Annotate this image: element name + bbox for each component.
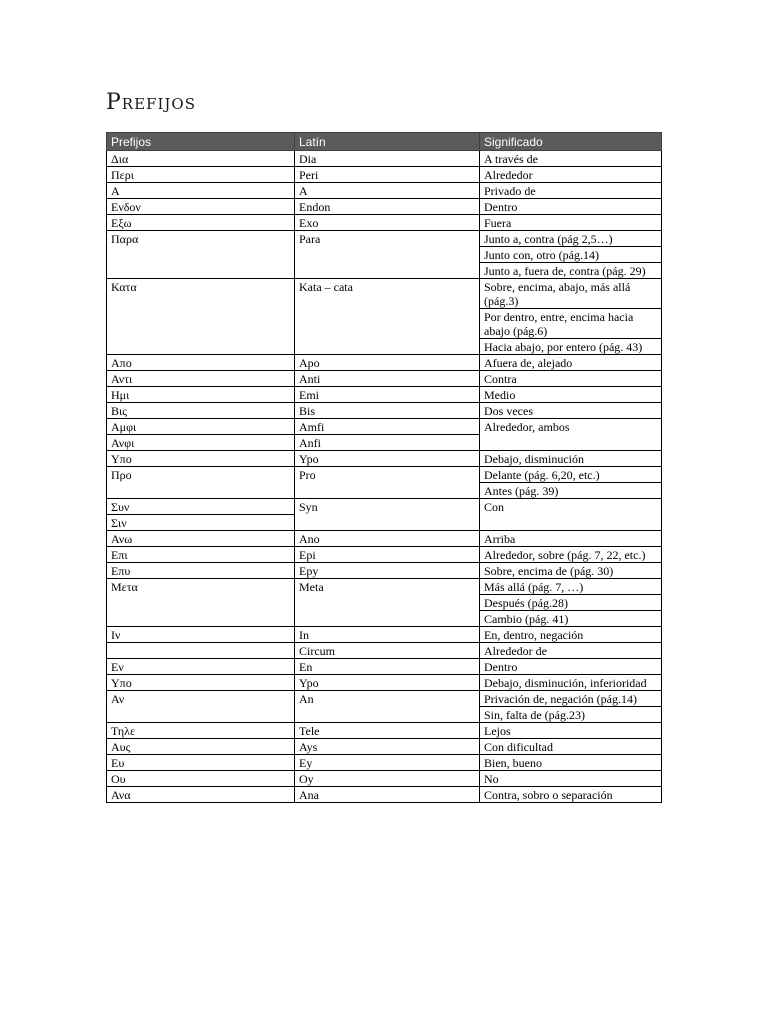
cell-latin: Ey (295, 755, 480, 771)
header-prefijos: Prefijos (107, 133, 295, 151)
cell-latin: A (295, 183, 480, 199)
cell-latin: Pro (295, 467, 480, 499)
cell-prefix: Αντι (107, 371, 295, 387)
cell-latin: Ano (295, 531, 480, 547)
table-row (107, 167, 662, 183)
cell-prefix (107, 643, 295, 659)
cell-meaning: Cambio (pág. 41) (480, 611, 662, 627)
cell-prefix: Περι (107, 167, 295, 183)
cell-latin: Anti (295, 371, 480, 387)
cell-prefix: Εν (107, 659, 295, 675)
cell-latin: Anfi (295, 435, 480, 451)
cell-meaning: Dentro (480, 199, 662, 215)
cell-prefix: Υπο (107, 675, 295, 691)
table-row (107, 387, 662, 403)
table-row (107, 215, 662, 231)
cell-prefix: Αυς (107, 739, 295, 755)
cell-latin: Ypo (295, 451, 480, 467)
table-row (107, 563, 662, 579)
cell-latin: Emi (295, 387, 480, 403)
cell-prefix: Απο (107, 355, 295, 371)
cell-prefix: Βις (107, 403, 295, 419)
cell-prefix: Ενδον (107, 199, 295, 215)
cell-latin: Kata – cata (295, 279, 480, 355)
cell-latin: Amfi (295, 419, 480, 435)
table-row (107, 231, 662, 247)
cell-latin: Meta (295, 579, 480, 627)
cell-latin: Bis (295, 403, 480, 419)
cell-latin: Ana (295, 787, 480, 803)
table-row (107, 183, 662, 199)
cell-meaning: Bien, bueno (480, 755, 662, 771)
table-row (107, 659, 662, 675)
cell-meaning: Junto con, otro (pág.14) (480, 247, 662, 263)
cell-latin: Epi (295, 547, 480, 563)
cell-meaning: En, dentro, negación (480, 627, 662, 643)
table-row (107, 739, 662, 755)
table-row (107, 199, 662, 215)
table-row (107, 755, 662, 771)
cell-meaning: Dos veces (480, 403, 662, 419)
cell-prefix: Παρα (107, 231, 295, 279)
cell-meaning: Contra (480, 371, 662, 387)
table-row (107, 467, 662, 483)
cell-latin: Ypo (295, 675, 480, 691)
cell-prefix: Επι (107, 547, 295, 563)
table-row (107, 643, 662, 659)
cell-meaning: Debajo, disminución, inferioridad (480, 675, 662, 691)
cell-prefix: Ανφι (107, 435, 295, 451)
cell-latin: Tele (295, 723, 480, 739)
table-row (107, 771, 662, 787)
cell-meaning: Lejos (480, 723, 662, 739)
cell-prefix: Ανα (107, 787, 295, 803)
cell-latin: Endon (295, 199, 480, 215)
cell-prefix: Συν (107, 499, 295, 515)
table-row (107, 723, 662, 739)
cell-meaning: Contra, sobro o separación (480, 787, 662, 803)
table-row (107, 419, 662, 435)
cell-meaning: Hacia abajo, por entero (pág. 43) (480, 339, 662, 355)
cell-meaning: Después (pág.28) (480, 595, 662, 611)
cell-meaning: Dentro (480, 659, 662, 675)
table-row (107, 403, 662, 419)
cell-prefix: Μετα (107, 579, 295, 627)
cell-latin: Ays (295, 739, 480, 755)
table-row (107, 675, 662, 691)
cell-meaning: Junto a, fuera de, contra (pág. 29) (480, 263, 662, 279)
table-header-row (107, 133, 662, 151)
table-row (107, 531, 662, 547)
table-row (107, 279, 662, 309)
cell-latin: En (295, 659, 480, 675)
cell-meaning: Con dificultad (480, 739, 662, 755)
prefix-table (106, 132, 662, 803)
cell-prefix: Εξω (107, 215, 295, 231)
header-latin: Latín (295, 133, 480, 151)
cell-meaning: Debajo, disminución (480, 451, 662, 467)
cell-prefix: Αμφι (107, 419, 295, 435)
table-row (107, 787, 662, 803)
cell-latin: An (295, 691, 480, 723)
cell-prefix: Δια (107, 151, 295, 167)
header-significado: Significado (480, 133, 662, 151)
cell-meaning: Por dentro, entre, encima hacia abajo (pág.6) (480, 309, 662, 339)
cell-meaning: Antes (pág. 39) (480, 483, 662, 499)
cell-meaning: Alrededor (480, 167, 662, 183)
cell-meaning: Privación de, negación (pág.14) (480, 691, 662, 707)
cell-latin: Dia (295, 151, 480, 167)
cell-meaning: Arriba (480, 531, 662, 547)
cell-prefix: Ανω (107, 531, 295, 547)
cell-latin: Circum (295, 643, 480, 659)
cell-meaning: Privado de (480, 183, 662, 199)
cell-meaning: Alrededor de (480, 643, 662, 659)
cell-meaning: Más allá (pág. 7, …) (480, 579, 662, 595)
cell-latin: In (295, 627, 480, 643)
cell-prefix: Αν (107, 691, 295, 723)
cell-latin: Peri (295, 167, 480, 183)
cell-prefix: Α (107, 183, 295, 199)
cell-prefix: Σιν (107, 515, 295, 531)
page-title: Prefijos (106, 90, 196, 115)
table-row (107, 151, 662, 167)
cell-prefix: Τηλε (107, 723, 295, 739)
cell-meaning: Delante (pág. 6,20, etc.) (480, 467, 662, 483)
table-row (107, 579, 662, 595)
cell-latin: Epy (295, 563, 480, 579)
table-row (107, 691, 662, 707)
cell-prefix: Ου (107, 771, 295, 787)
cell-prefix: Επυ (107, 563, 295, 579)
cell-meaning: Alrededor, ambos (480, 419, 662, 451)
cell-prefix: Προ (107, 467, 295, 499)
cell-meaning: Afuera de, alejado (480, 355, 662, 371)
table-row (107, 355, 662, 371)
cell-meaning: No (480, 771, 662, 787)
cell-latin: Oy (295, 771, 480, 787)
table-row (107, 547, 662, 563)
cell-meaning: Sin, falta de (pág.23) (480, 707, 662, 723)
table-row (107, 371, 662, 387)
cell-meaning: Sobre, encima de (pág. 30) (480, 563, 662, 579)
cell-meaning: Fuera (480, 215, 662, 231)
cell-meaning: Alrededor, sobre (pág. 7, 22, etc.) (480, 547, 662, 563)
cell-meaning: A través de (480, 151, 662, 167)
cell-meaning: Con (480, 499, 662, 531)
cell-prefix: Υπο (107, 451, 295, 467)
cell-prefix: Κατα (107, 279, 295, 355)
cell-prefix: Ιν (107, 627, 295, 643)
cell-latin: Apo (295, 355, 480, 371)
cell-prefix: Ευ (107, 755, 295, 771)
table-row (107, 627, 662, 643)
cell-latin: Para (295, 231, 480, 279)
cell-meaning: Junto a, contra (pág 2,5…) (480, 231, 662, 247)
cell-latin: Syn (295, 499, 480, 531)
cell-prefix: Ημι (107, 387, 295, 403)
cell-meaning: Sobre, encima, abajo, más allá (pág.3) (480, 279, 662, 309)
table-row (107, 451, 662, 467)
cell-meaning: Medio (480, 387, 662, 403)
table-row (107, 499, 662, 515)
cell-latin: Exo (295, 215, 480, 231)
